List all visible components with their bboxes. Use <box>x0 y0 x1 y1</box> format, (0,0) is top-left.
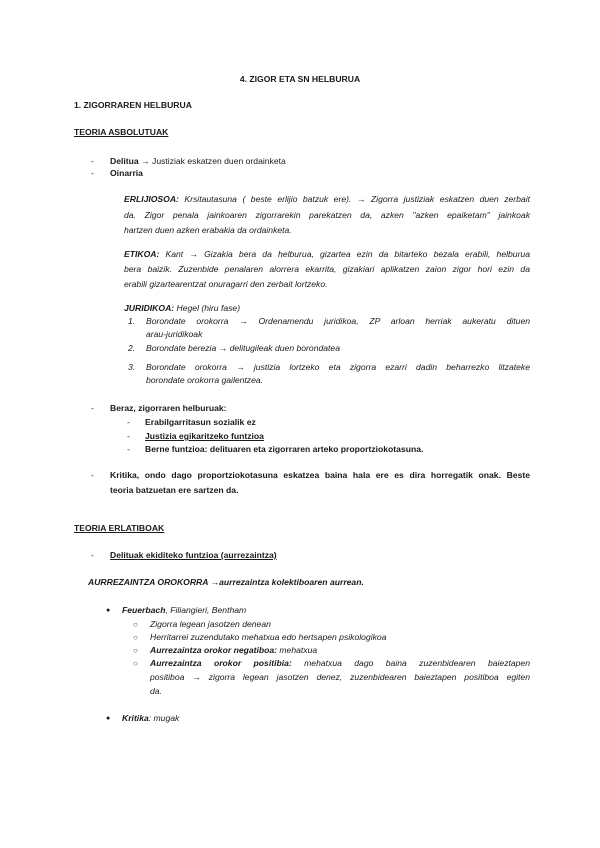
kritika-label: Kritika <box>122 713 149 723</box>
circle-bullet-icon: ○ <box>133 659 138 668</box>
feuerbach-subitem-4-line-3: da. <box>150 686 162 696</box>
delitua-label: Delitua <box>110 156 139 166</box>
list-number: 1. <box>128 316 136 326</box>
erlijiosoa-line-1 <box>124 194 530 205</box>
subsection-heading-absolutuak: TEORIA ASBOLUTUAK <box>74 127 169 137</box>
juridikoa-item-1-line-2: arau-juridikoak <box>146 329 203 339</box>
feuerbach-label: Feuerbach <box>122 605 166 615</box>
feuerbach-subitem-1: Zigorra legean jasotzen denean <box>150 619 271 629</box>
bullet-icon: ● <box>106 607 111 614</box>
negatiboa-label: Aurrezaintza orokor negatiboa: <box>150 645 278 655</box>
juridikoa-item-3-line-2: borondate orokorra gailentzea. <box>146 375 264 385</box>
dash-marker: - <box>127 444 130 454</box>
dash-marker: - <box>127 417 130 427</box>
juridikoa-item-2-line-1: Borondate berezia → delitugileak duen borondatea <box>146 343 340 353</box>
page-title: 4. ZIGOR ETA SN HELBURUA <box>239 74 361 84</box>
feuerbach-subitem-3 <box>150 645 317 656</box>
beraz-item-2: Justizia egikaritzeko funtzioa <box>145 431 264 441</box>
circle-bullet-icon: ○ <box>133 646 138 655</box>
erlijiosoa-line-2: da. Zigor penala jainkoaren zigorrarekin parekatzen da, azken "azken epaiketam" jainkoak <box>124 210 530 220</box>
feuerbach-rest: , Filiangieri, Bentham <box>165 605 247 615</box>
subsection-heading-erlatiboak: TEORIA ERLATIBOAK <box>74 523 165 533</box>
feuerbach-subitem-4-line-1 <box>150 658 530 669</box>
erlijiosoa-text-1: Krsitautasuna ( beste erlijio batzuk ere). → Zigorra justiziak eskatzen duen zerbait <box>178 194 530 204</box>
juridikoa-item-3-line-1: Borondate orokorra → justizia lortzeko eta zigorra ezarri dadin beharrezko litzateke <box>146 362 530 372</box>
etikoa-label: ETIKOA: <box>124 249 160 259</box>
section-heading: 1. ZIGORRAREN HELBURUA <box>74 100 192 110</box>
delitua-text: Justiziak eskatzen duen ordainketa <box>149 156 286 166</box>
beraz-heading: Beraz, zigorraren helburuak: <box>110 403 227 413</box>
aurrezaintza-label: AURREZAINTZA OROKORRA <box>88 577 209 587</box>
positibia-label: Aurrezaintza orokor positibia: <box>150 658 292 668</box>
erlijiosoa-label: ERLIJIOSOA: <box>124 194 179 204</box>
list-number: 3. <box>128 362 136 372</box>
dash-marker: - <box>91 156 94 166</box>
circle-bullet-icon: ○ <box>133 620 138 629</box>
kritika-line-2: teoria batzuetan ere sartzen da. <box>110 485 239 495</box>
arrow-icon: → <box>141 156 150 166</box>
erlijiosoa-line-3: hartzen duen azken erabakia da ordainketa. <box>124 225 292 235</box>
dash-marker: - <box>91 403 94 413</box>
dash-marker: - <box>91 470 94 480</box>
delituak-ekiditeko: Delituak ekiditeko funtzioa (aurrezaintza) <box>110 550 277 560</box>
aurrezaintza-orokorra <box>88 577 364 588</box>
bullet-icon: ● <box>106 715 111 722</box>
etikoa-line-1 <box>124 249 530 260</box>
etikoa-text-1: Kant → Gizakia bera da helburua, gizartea ezin da bitarteko bezala erabili, helburua <box>159 249 530 259</box>
feuerbach-subitem-4-line-2: positiboa → zigorra legean jasotzen denez, zuzenbidearen baieztapen positiboa egiten <box>150 672 530 682</box>
list-item-oinarria: Oinarria <box>110 168 143 178</box>
etikoa-line-3: erabili gizartearentzat onuragarri den zerbait lortzeko. <box>124 279 328 289</box>
kritika-mugak <box>122 713 179 724</box>
kritika-rest: : mugak <box>148 713 180 723</box>
beraz-item-1: Erabilgarritasun sozialik ez <box>145 417 256 427</box>
etikoa-line-2: bera baizik. Zuzenbide penalaren alorrera ekarrita, gizakiari aplikatzen zaion zigor hori ezin da <box>124 264 530 274</box>
circle-bullet-icon: ○ <box>133 633 138 642</box>
negatiboa-text: mehatxua <box>277 645 318 655</box>
kritika-line-1: Kritika, ondo dago proportziokotasuna eskatzea baina hala ere es dira horregatik onak. Beste <box>110 470 530 480</box>
dash-marker: - <box>91 168 94 178</box>
feuerbach-item <box>122 605 246 616</box>
feuerbach-subitem-2: Herritarrei zuzendutako mehatxua edo hertsapen psikologikoa <box>150 632 387 642</box>
dash-marker: - <box>127 431 130 441</box>
dash-marker: - <box>91 550 94 560</box>
beraz-item-3: Berne funtzioa: delituaren eta zigorraren arteko proportziokotasuna. <box>145 444 424 454</box>
juridikoa-item-1-line-1: Borondate orokorra → Ordenamendu juridikoa, ZP arloan herriak aukeratu dituen <box>146 316 530 326</box>
aurrezaintza-text: aurrezaintza kolektiboaren aurrean. <box>219 577 364 587</box>
arrow-icon: → <box>210 577 220 587</box>
positibia-text-1: mehatxua dago baina zuzenbidearen baieztapen <box>291 658 530 668</box>
juridikoa-subtitle: Hegel (hiru fase) <box>174 303 241 313</box>
list-item-delitua <box>110 156 286 167</box>
juridikoa-label: JURIDIKOA: <box>124 303 175 313</box>
list-number: 2. <box>128 343 136 353</box>
juridikoa-heading <box>124 303 240 314</box>
